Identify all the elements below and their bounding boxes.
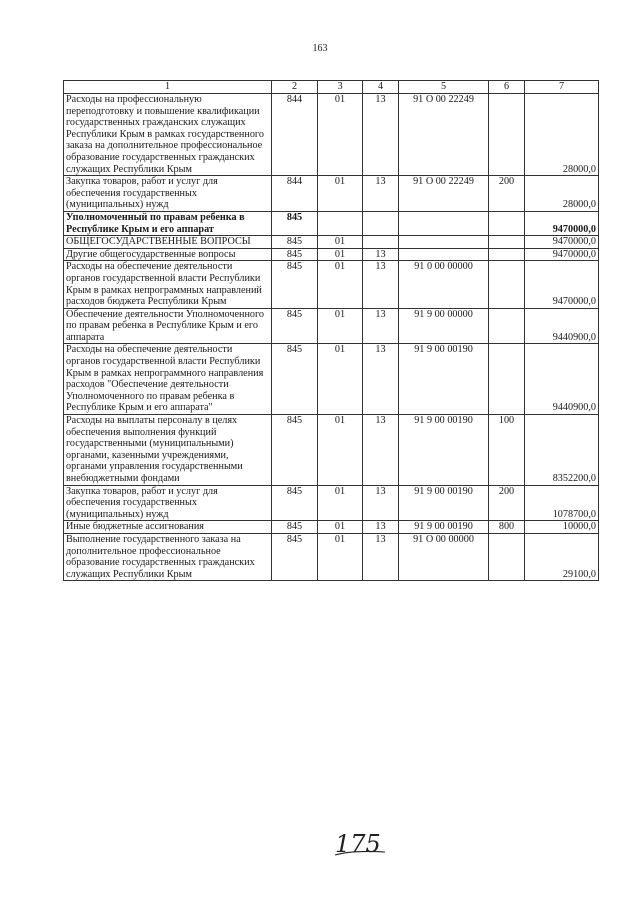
row-expense-type xyxy=(489,94,525,176)
row-amount: 9470000,0 xyxy=(525,236,599,249)
row-section-code: 01 xyxy=(318,176,363,212)
row-description: Выполнение государственного заказа на дополнительное профессиональное образование государственных гражданских служащих Республики Крым xyxy=(64,533,272,580)
handwritten-page-number xyxy=(333,828,393,858)
header-cell: 4 xyxy=(363,81,399,94)
row-amount: 9470000,0 xyxy=(525,248,599,261)
row-subsection-code: 13 xyxy=(363,94,399,176)
row-description: Закупка товаров, работ и услуг для обеспечения государственных (муниципальных) нужд xyxy=(64,485,272,521)
row-expense-type: 100 xyxy=(489,415,525,486)
row-target-article: 91 О 00 22249 xyxy=(399,94,489,176)
budget-table xyxy=(63,80,599,581)
row-description: Расходы на выплаты персоналу в целях обеспечения выполнения функций государственными (муниципальными) органами, казенными учреждениями, органами управления государственными внебюджетными фондами xyxy=(64,415,272,486)
page-number: 163 xyxy=(312,43,328,54)
row-amount: 28000,0 xyxy=(525,176,599,212)
row-amount: 9470000,0 xyxy=(525,261,599,308)
row-expense-type: 200 xyxy=(489,485,525,521)
row-description: ОБЩЕГОСУДАРСТВЕННЫЕ ВОПРОСЫ xyxy=(64,236,272,249)
row-expense-type xyxy=(489,248,525,261)
row-expense-type xyxy=(489,261,525,308)
row-section-code: 01 xyxy=(318,248,363,261)
row-subsection-code: 13 xyxy=(363,521,399,534)
row-subsection-code: 13 xyxy=(363,176,399,212)
row-description: Расходы на обеспечение деятельности органов государственной власти Республики Крым в рамках непрограммных направлений расходов бюджета Республики Крым xyxy=(64,261,272,308)
row-amount: 28000,0 xyxy=(525,94,599,176)
table-row xyxy=(64,415,599,486)
row-expense-type xyxy=(489,211,525,235)
table-row xyxy=(64,308,599,344)
row-target-article: 91 О 00 22249 xyxy=(399,176,489,212)
row-description: Закупка товаров, работ и услуг для обеспечения государственных (муниципальных) нужд xyxy=(64,176,272,212)
row-ministry-code: 845 xyxy=(272,236,318,249)
row-amount: 10000,0 xyxy=(525,521,599,534)
row-amount: 1078700,0 xyxy=(525,485,599,521)
table-row xyxy=(64,521,599,534)
row-subsection-code xyxy=(363,211,399,235)
header-cell: 6 xyxy=(489,81,525,94)
row-ministry-code: 845 xyxy=(272,521,318,534)
row-subsection-code: 13 xyxy=(363,344,399,415)
row-expense-type xyxy=(489,533,525,580)
row-subsection-code: 13 xyxy=(363,485,399,521)
table-header-row xyxy=(64,81,599,94)
header-cell: 3 xyxy=(318,81,363,94)
row-expense-type xyxy=(489,344,525,415)
table-row xyxy=(64,94,599,176)
row-section-code: 01 xyxy=(318,94,363,176)
row-amount: 9440900,0 xyxy=(525,308,599,344)
table-row xyxy=(64,176,599,212)
row-subsection-code: 13 xyxy=(363,533,399,580)
row-amount: 9470000,0 xyxy=(525,211,599,235)
row-expense-type xyxy=(489,308,525,344)
row-section-code: 01 xyxy=(318,533,363,580)
row-section-code: 01 xyxy=(318,308,363,344)
row-amount: 9440900,0 xyxy=(525,344,599,415)
row-target-article: 91 О 00 00000 xyxy=(399,533,489,580)
row-subsection-code: 13 xyxy=(363,248,399,261)
row-expense-type xyxy=(489,236,525,249)
row-ministry-code: 845 xyxy=(272,344,318,415)
row-description: Обеспечение деятельности Уполномоченного по правам ребенка в Республике Крым и его аппарата xyxy=(64,308,272,344)
row-target-article: 91 9 00 00190 xyxy=(399,344,489,415)
table-row xyxy=(64,485,599,521)
row-description: Другие общегосударственные вопросы xyxy=(64,248,272,261)
table-row xyxy=(64,236,599,249)
row-section-code: 01 xyxy=(318,415,363,486)
row-section-code: 01 xyxy=(318,344,363,415)
row-description: Иные бюджетные ассигнования xyxy=(64,521,272,534)
row-ministry-code: 845 xyxy=(272,248,318,261)
row-target-article: 91 9 00 00190 xyxy=(399,415,489,486)
row-ministry-code: 845 xyxy=(272,211,318,235)
header-cell: 5 xyxy=(399,81,489,94)
row-subsection-code: 13 xyxy=(363,261,399,308)
header-cell: 7 xyxy=(525,81,599,94)
row-ministry-code: 845 xyxy=(272,308,318,344)
row-target-article: 91 9 00 00190 xyxy=(399,521,489,534)
row-description: Уполномоченный по правам ребенка в Республике Крым и его аппарат xyxy=(64,211,272,235)
row-target-article: 91 9 00 00000 xyxy=(399,308,489,344)
row-description: Расходы на профессиональную переподготовку и повышение квалификации государственных гражданских служащих Республики Крым в рамках государственного заказа на дополнительное профессиональное образование государственных гражданских служащих Республики Крым xyxy=(64,94,272,176)
row-ministry-code: 845 xyxy=(272,261,318,308)
row-target-article: 91 0 00 00000 xyxy=(399,261,489,308)
row-section-code xyxy=(318,211,363,235)
table-row xyxy=(64,344,599,415)
table-row xyxy=(64,211,599,235)
row-section-code: 01 xyxy=(318,485,363,521)
row-expense-type: 800 xyxy=(489,521,525,534)
table-row xyxy=(64,261,599,308)
row-subsection-code: 13 xyxy=(363,308,399,344)
row-ministry-code: 844 xyxy=(272,94,318,176)
header-cell: 2 xyxy=(272,81,318,94)
row-section-code: 01 xyxy=(318,521,363,534)
row-ministry-code: 845 xyxy=(272,415,318,486)
row-subsection-code xyxy=(363,236,399,249)
row-amount: 8352200,0 xyxy=(525,415,599,486)
row-subsection-code: 13 xyxy=(363,415,399,486)
row-section-code: 01 xyxy=(318,261,363,308)
header-cell: 1 xyxy=(64,81,272,94)
row-target-article xyxy=(399,236,489,249)
row-expense-type: 200 xyxy=(489,176,525,212)
row-target-article xyxy=(399,248,489,261)
row-section-code: 01 xyxy=(318,236,363,249)
row-ministry-code: 844 xyxy=(272,176,318,212)
row-description: Расходы на обеспечение деятельности органов государственной власти Республики Крым в рамках непрограммного направления расходов "Обеспечение деятельности Уполномоченного по правам ребенка в Республике Крым и его аппарата" xyxy=(64,344,272,415)
table-row xyxy=(64,248,599,261)
row-amount: 29100,0 xyxy=(525,533,599,580)
row-target-article: 91 9 00 00190 xyxy=(399,485,489,521)
table-row xyxy=(64,533,599,580)
handwritten-page-number-text: 175 xyxy=(335,830,381,858)
row-ministry-code: 845 xyxy=(272,533,318,580)
row-ministry-code: 845 xyxy=(272,485,318,521)
row-target-article xyxy=(399,211,489,235)
